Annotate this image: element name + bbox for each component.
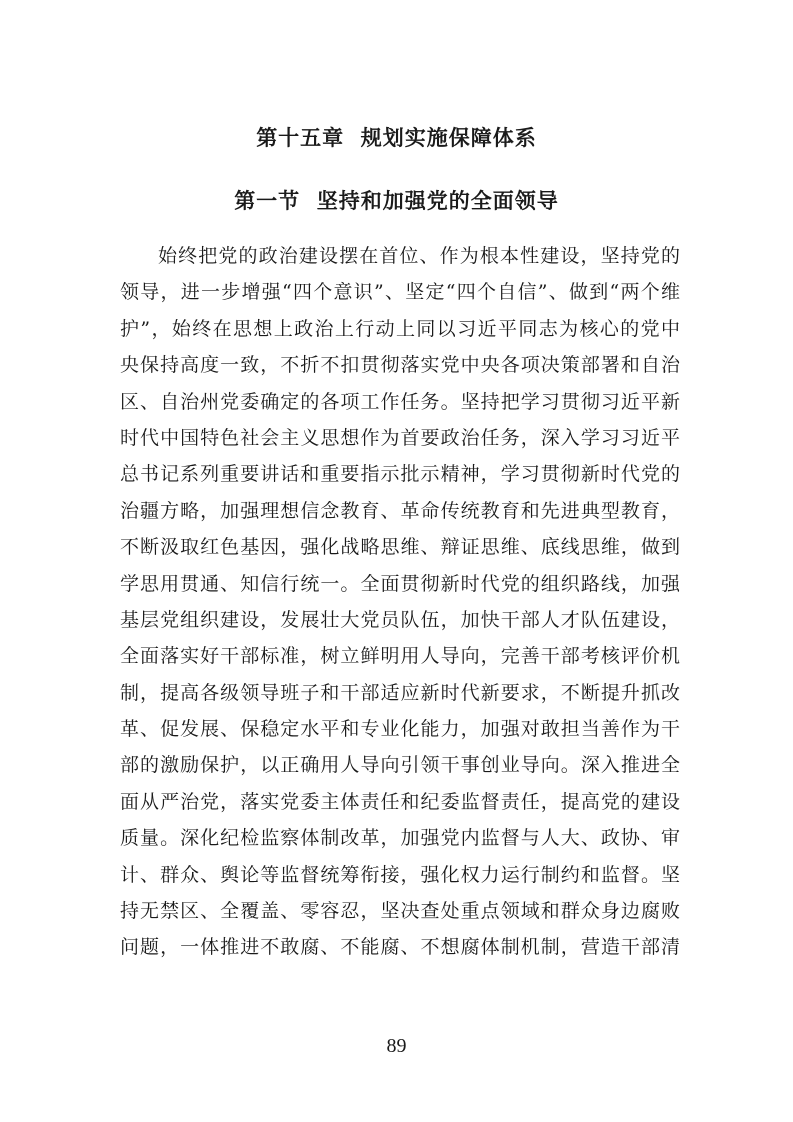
paragraph-line: 制，提高各级领导班子和干部适应新时代新要求，不断提升抓改 <box>120 681 680 704</box>
paragraph-line: 学思用贯通、知信行统一。全面贯彻新时代党的组织路线，加强 <box>120 572 680 595</box>
section-title: 第一节 坚持和加强党的全面领导 <box>234 189 559 213</box>
chapter-title: 第十五章 规划实施保障体系 <box>256 126 537 150</box>
paragraph-line: 全面落实好干部标准，树立鲜明用人导向，完善干部考核评价机 <box>120 645 680 668</box>
paragraph-line: 革、促发展、保稳定水平和专业化能力，加强对敢担当善作为干 <box>120 718 680 741</box>
paragraph-line: 持无禁区、全覆盖、零容忍，坚决查处重点领域和群众身边腐败 <box>120 900 680 923</box>
paragraph-line: 领导，进一步增强“四个意识”、坚定“四个自信”、做到“两个维 <box>120 281 680 304</box>
paragraph-line: 质量。深化纪检监察体制改革，加强党内监督与人大、政协、审 <box>120 827 680 850</box>
paragraph-line: 计、群众、舆论等监督统筹衔接，强化权力运行制约和监督。坚 <box>120 863 680 886</box>
paragraph-line: 治疆方略，加强理想信念教育、革命传统教育和先进典型教育， <box>120 499 680 522</box>
paragraph-line: 区、自治州党委确定的各项工作任务。坚持把学习贯彻习近平新 <box>120 390 680 413</box>
paragraph-line: 护”，始终在思想上政治上行动上同以习近平同志为核心的党中 <box>120 317 680 340</box>
paragraph-line: 基层党组织建设，发展壮大党员队伍，加快干部人才队伍建设， <box>120 608 680 631</box>
paragraph-line: 总书记系列重要讲话和重要指示批示精神，学习贯彻新时代党的 <box>120 463 680 486</box>
paragraph-line: 问题，一体推进不敢腐、不能腐、不想腐体制机制，营造干部清 <box>120 936 680 959</box>
paragraph-line: 时代中国特色社会主义思想作为首要政治任务，深入学习习近平 <box>120 426 680 449</box>
paragraph-line: 不断汲取红色基因，强化战略思维、辩证思维、底线思维，做到 <box>120 536 680 559</box>
paragraph-line: 部的激励保护，以正确用人导向引领干事创业导向。深入推进全 <box>120 754 680 777</box>
paragraph-line: 央保持高度一致，不折不扣贯彻落实党中央各项决策部署和自治 <box>120 354 680 377</box>
paragraph-line: 面从严治党，落实党委主体责任和纪委监督责任，提高党的建设 <box>120 790 680 813</box>
body-paragraph <box>120 238 680 966</box>
paragraph-line: 始终把党的政治建设摆在首位、作为根本性建设，坚持党的 <box>158 245 680 267</box>
page-number: 89 <box>386 1035 407 1057</box>
